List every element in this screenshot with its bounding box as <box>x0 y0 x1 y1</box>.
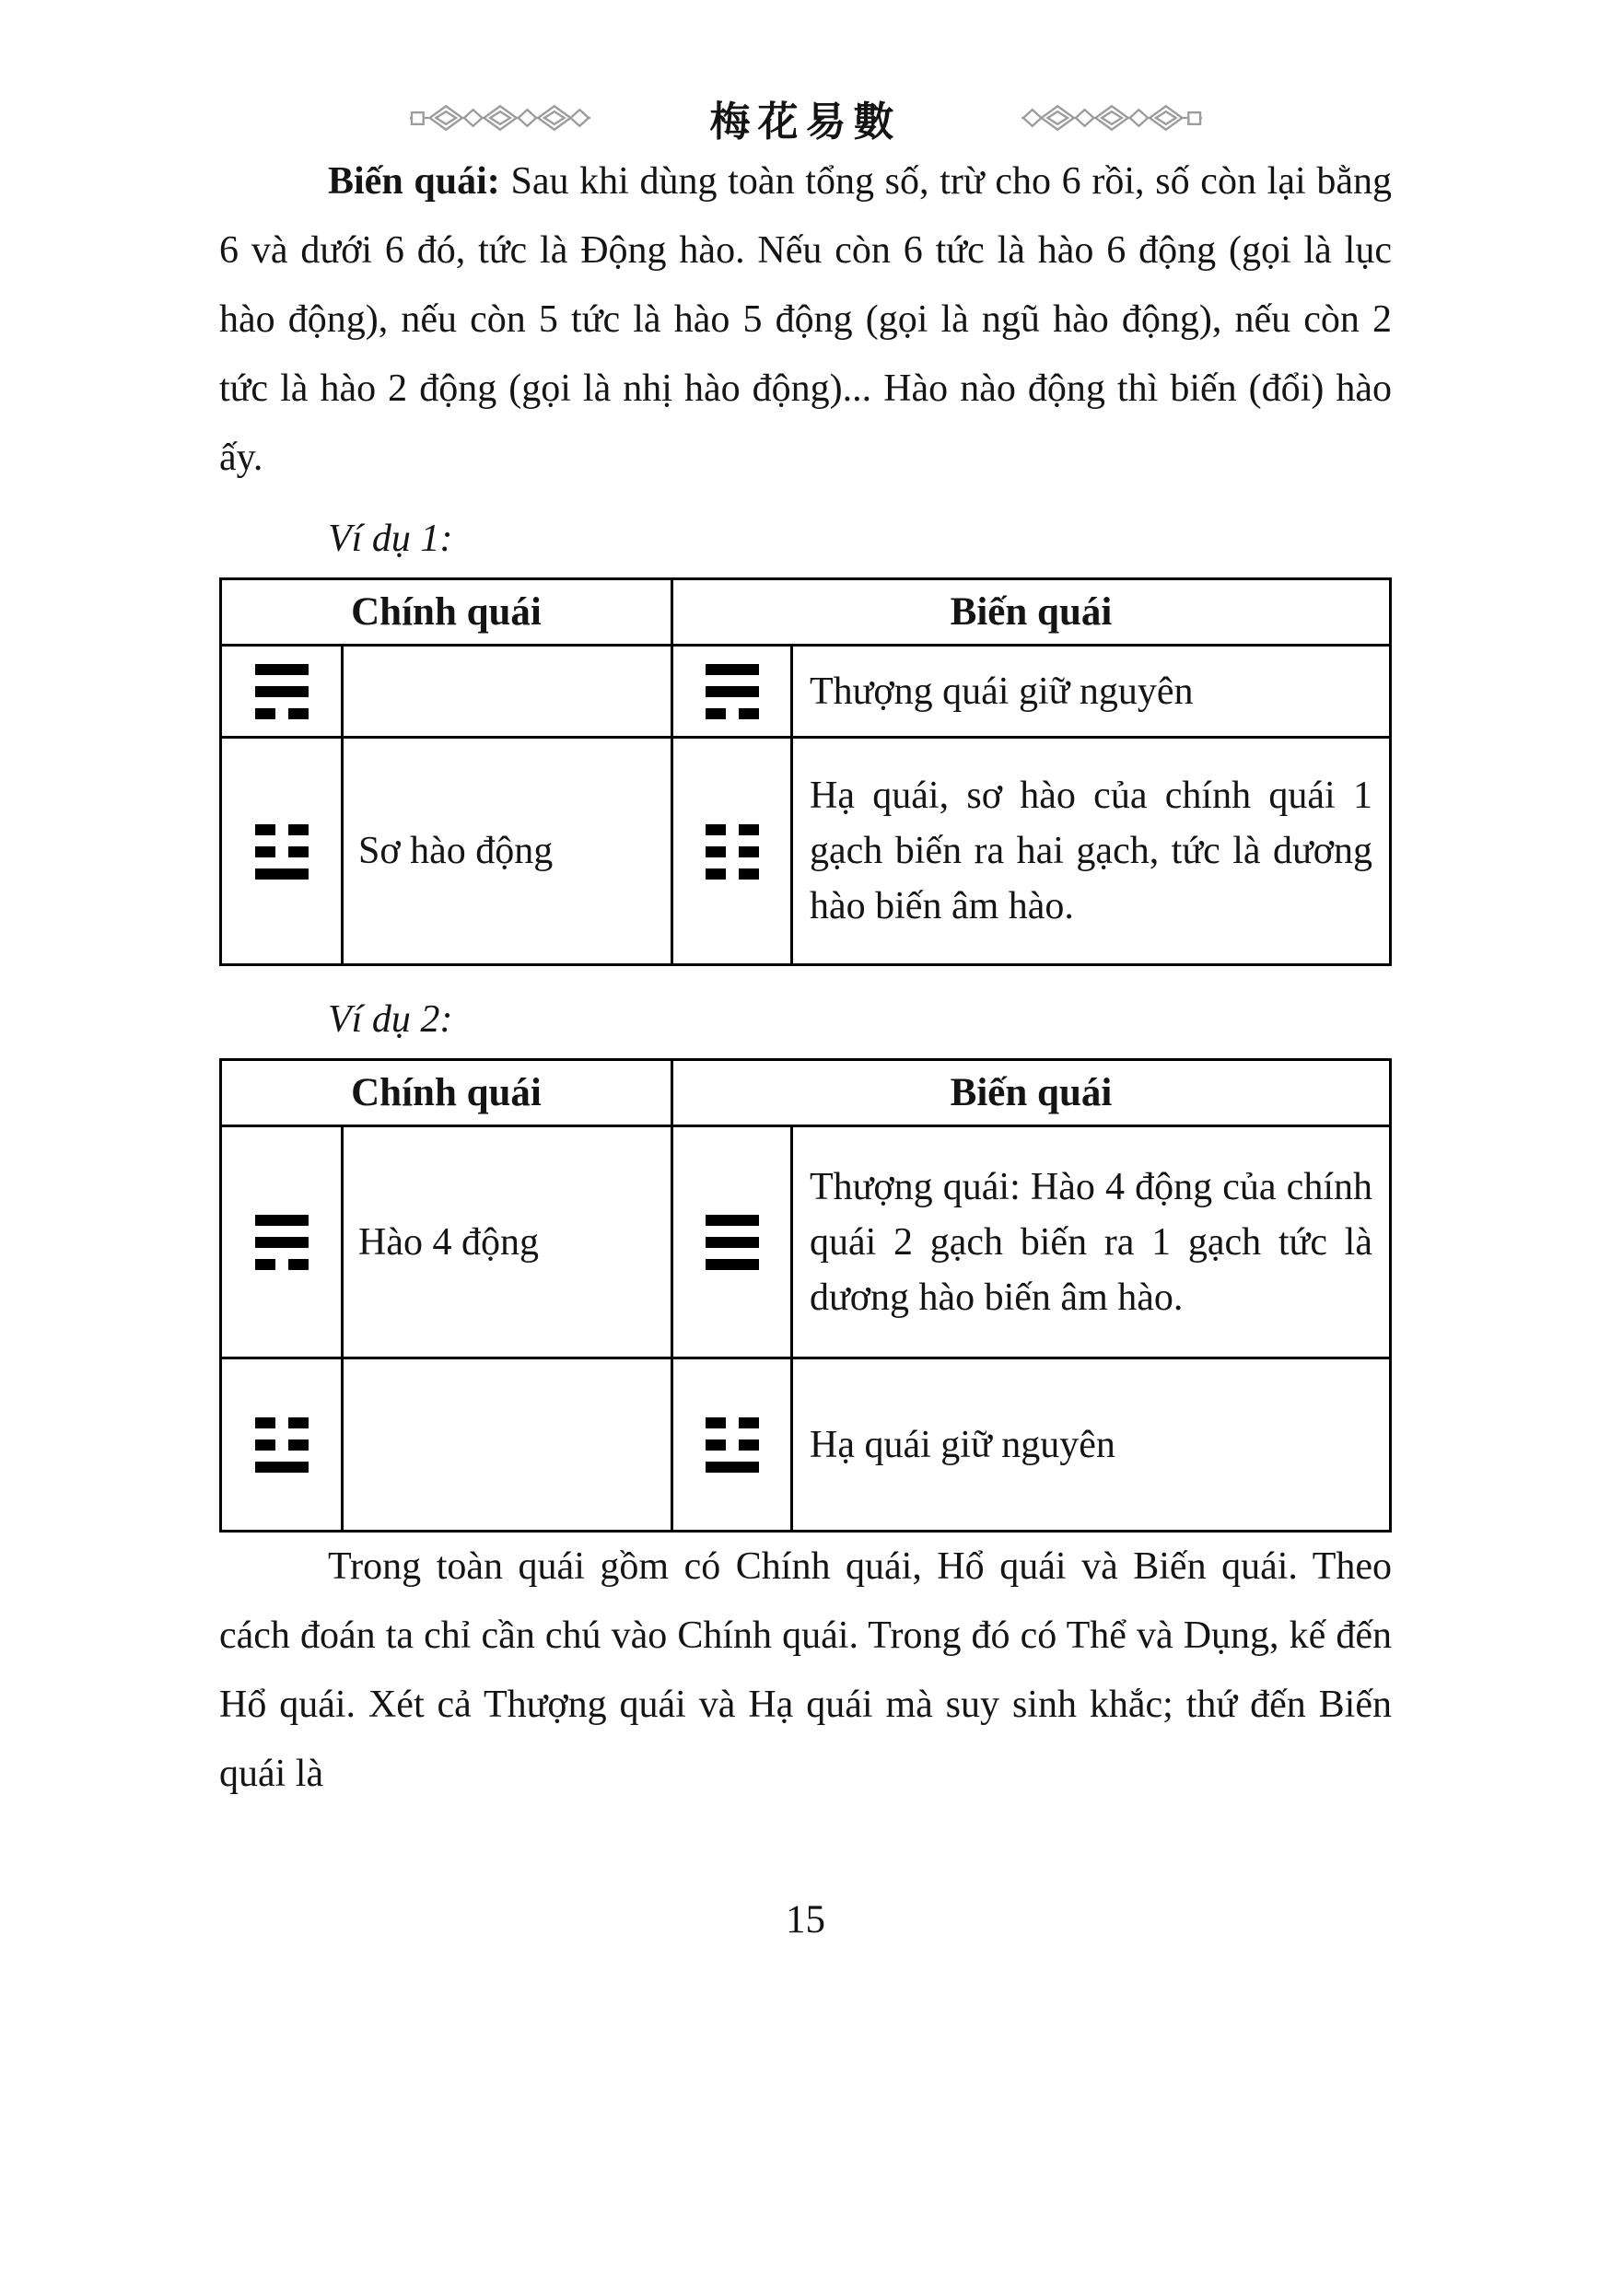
yang-line-icon <box>255 1215 309 1226</box>
yin-line-icon <box>706 868 759 880</box>
trigram <box>255 664 309 719</box>
table-header-row <box>221 1060 1391 1126</box>
page-number: 15 <box>786 1898 825 1941</box>
example2-label: Ví dụ 2: <box>328 998 453 1041</box>
trigram-cell <box>672 646 792 738</box>
yin-line-icon <box>706 708 759 719</box>
example1-label: Ví dụ 1: <box>328 518 453 560</box>
paragraph-body-text: Sau khi dùng toàn tổng số, trừ cho 6 rồi, số còn lại bằng 6 và dưới 6 đó, tức là Động hào. Nếu còn 6 tức là hào 6 động (gọi là lục hào động), nếu còn 5 tức là hào 5 động (gọi là ngũ hào động), nếu còn 2 tức là hào 2 động (gọi là nhị hào động)... Hào nào động thì biến (đổi) hào ấy. <box>219 160 1392 479</box>
yin-line-icon <box>255 1259 309 1270</box>
chinh-quai-header: Chính quái <box>221 579 672 646</box>
yang-line-icon <box>706 664 759 675</box>
table-row-lower-trigram <box>221 1358 1391 1532</box>
trigram-description-cell: Thượng quái giữ nguyên <box>792 646 1391 738</box>
yin-line-icon <box>255 708 309 719</box>
table-row-lower-trigram <box>221 738 1391 965</box>
trigram-label-cell: Sơ hào động <box>343 738 672 965</box>
paragraph-lead-term: Biến quái: <box>328 160 500 203</box>
trigram-label-cell <box>343 646 672 738</box>
table-row-upper-trigram <box>221 646 1391 738</box>
trigram-cell <box>221 1126 343 1358</box>
yin-line-icon <box>706 1439 759 1451</box>
trigram-cell <box>672 738 792 965</box>
bien-quai-header: Biến quái <box>672 579 1391 646</box>
yang-line-icon <box>255 1237 309 1248</box>
yin-line-icon <box>255 846 309 857</box>
trigram <box>255 1417 309 1473</box>
bien-quai-header: Biến quái <box>672 1060 1391 1126</box>
yin-line-icon <box>706 824 759 835</box>
trigram-description-cell: Hạ quái, sơ hào của chính quái 1 gạch biến ra hai gạch, tức là dương hào biến âm hào. <box>792 738 1391 965</box>
yin-line-icon <box>706 1417 759 1428</box>
table-row-upper-trigram <box>221 1126 1391 1358</box>
chinh-quai-header: Chính quái <box>221 1060 672 1126</box>
yin-line-icon <box>255 1417 309 1428</box>
paragraph-bien-quai <box>219 147 1392 493</box>
yin-line-icon <box>706 846 759 857</box>
trigram-cell <box>221 1358 343 1532</box>
yin-line-icon <box>255 824 309 835</box>
trigram <box>255 1215 309 1270</box>
trigram-label-cell: Hào 4 động <box>343 1126 672 1358</box>
yang-line-icon <box>706 1259 759 1270</box>
yin-line-icon <box>255 1439 309 1451</box>
table-header-row <box>221 579 1391 646</box>
trigram-description-cell: Hạ quái giữ nguyên <box>792 1358 1391 1532</box>
diamond-chain-ornament-left-icon <box>410 103 590 133</box>
trigram-cell <box>221 738 343 965</box>
trigram-label-cell <box>343 1358 672 1532</box>
trigram-cell <box>672 1358 792 1532</box>
yang-line-icon <box>706 686 759 697</box>
trigram <box>706 664 759 719</box>
yang-line-icon <box>706 1462 759 1473</box>
diamond-chain-ornament-right-icon <box>1021 103 1202 133</box>
trigram-description-cell: Thượng quái: Hào 4 động của chính quái 2 gạch biến ra 1 gạch tức là dương hào biến âm hào. <box>792 1126 1391 1358</box>
text-column <box>219 147 1392 1809</box>
trigram-cell <box>672 1126 792 1358</box>
yang-line-icon <box>706 1237 759 1248</box>
page-header-title: 梅花易數 <box>709 99 902 146</box>
yang-line-icon <box>706 1215 759 1226</box>
trigram-cell <box>221 646 343 738</box>
trigram <box>706 1215 759 1270</box>
yang-line-icon <box>255 686 309 697</box>
example1-table <box>219 577 1392 966</box>
trigram <box>706 1417 759 1473</box>
trigram <box>706 824 759 880</box>
yang-line-icon <box>255 664 309 675</box>
paragraph-trong-toan-quai: Trong toàn quái gồm có Chính quái, Hổ quái và Biến quái. Theo cách đoán ta chỉ cần chú vào Chính quái. Trong đó có Thể và Dụng, kế đến Hổ quái. Xét cả Thượng quái và Hạ quái mà suy sinh khắc; thứ đến Biến quái là <box>219 1545 1392 1795</box>
trigram <box>255 824 309 880</box>
page-header <box>166 0 1445 147</box>
yang-line-icon <box>255 868 309 880</box>
example2-table <box>219 1058 1392 1533</box>
yang-line-icon <box>255 1462 309 1473</box>
